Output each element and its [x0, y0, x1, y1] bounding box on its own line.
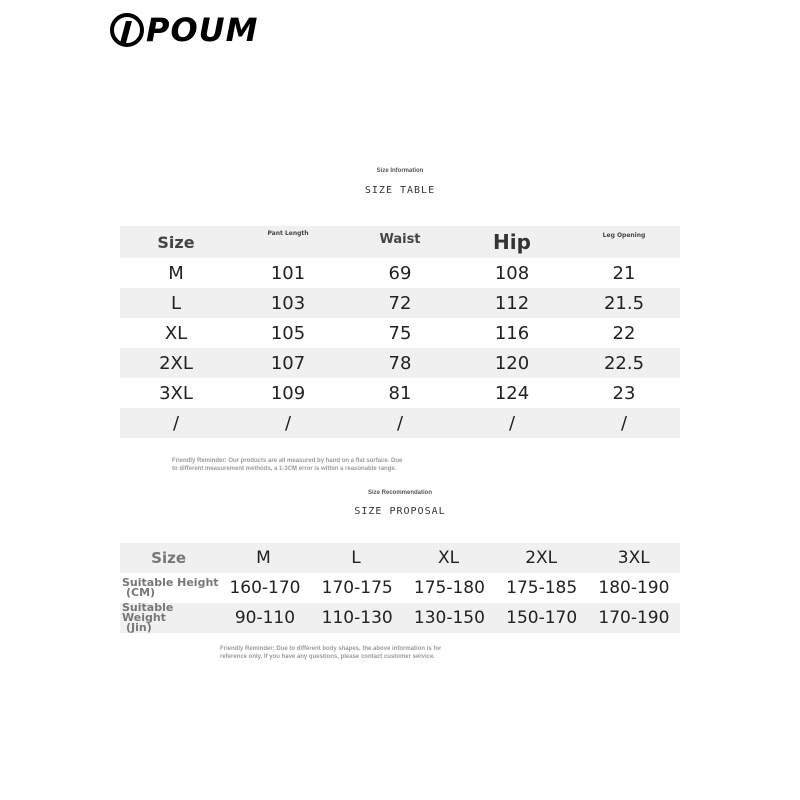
cell-leg-opening: 21.5: [603, 292, 645, 314]
size-proposal-title: SIZE PROPOSAL: [354, 506, 446, 517]
header-size-2xl: 2XL: [525, 548, 558, 568]
cell-size: L: [170, 292, 182, 314]
cell-leg-opening: 21: [612, 262, 636, 284]
table-row: [120, 378, 680, 408]
cell-leg-opening: 23: [612, 382, 636, 404]
cell-hip: 112: [494, 292, 530, 314]
logo-mark-icon: [110, 13, 144, 47]
cell-weight: 110-130: [321, 608, 393, 628]
cell-waist: 78: [388, 352, 412, 374]
cell-height: 170-175: [321, 578, 393, 598]
cell-pant-length: 109: [270, 382, 306, 404]
size-proposal-note-line1: Friendly Reminder: Due to different body shapes, the above information is for: [220, 646, 442, 652]
cell-size: XL: [164, 322, 188, 344]
brand-logo: [110, 10, 258, 50]
header-leg-opening: Leg Opening: [602, 232, 646, 239]
row-label-weight-line1: Suitable Weight: [122, 601, 174, 624]
table-row: [120, 258, 680, 288]
row-label-weight: [120, 603, 219, 633]
cell-hip: /: [508, 412, 516, 434]
size-table-header-row: [120, 226, 680, 258]
cell-hip: 116: [494, 322, 530, 344]
cell-size: M: [168, 262, 184, 284]
table-row: [120, 348, 680, 378]
header-size-xl: XL: [438, 548, 460, 568]
cell-hip: 108: [494, 262, 530, 284]
header-size-3xl: 3XL: [617, 548, 650, 568]
size-proposal-note-line2: reference only. If you have any questions, please contact customer service.: [220, 654, 435, 660]
size-table-note-line1: Friendly Reminder: Our products are all measured by hand on a flat surface. Due: [172, 458, 403, 464]
size-table-title: SIZE TABLE: [364, 185, 436, 196]
cell-height: 160-170: [229, 578, 301, 598]
table-row: [120, 318, 680, 348]
table-row: [120, 288, 680, 318]
cell-size: 2XL: [159, 352, 193, 374]
cell-height: 175-185: [506, 578, 578, 598]
header-size: Size: [151, 549, 187, 567]
row-label-height-line2: (CM): [126, 586, 156, 599]
cell-waist: 69: [388, 262, 412, 284]
cell-size: /: [172, 412, 180, 434]
cell-pant-length: /: [284, 412, 292, 434]
cell-pant-length: 103: [270, 292, 306, 314]
header-size: Size: [157, 232, 195, 252]
size-table-note-line2: to different measurement methods, a 1-3CM error is within a reasonable range.: [172, 466, 397, 472]
cell-weight: 150-170: [506, 608, 578, 628]
table-row: [120, 573, 680, 603]
cell-leg-opening: 22.5: [603, 352, 645, 374]
cell-weight: 90-110: [234, 608, 296, 628]
table-row: [120, 603, 680, 633]
cell-weight: 130-150: [413, 608, 485, 628]
header-size-l: L: [351, 548, 361, 568]
cell-weight: 170-190: [598, 608, 670, 628]
cell-waist: 81: [388, 382, 412, 404]
row-label-height-line1: Suitable Height: [122, 576, 219, 589]
cell-leg-opening: /: [620, 412, 628, 434]
header-pant-length: Pant Length: [267, 230, 309, 237]
cell-hip: 120: [494, 352, 530, 374]
header-size-m: M: [256, 548, 271, 568]
header-waist: Waist: [379, 232, 421, 247]
cell-hip: 124: [494, 382, 530, 404]
size-recommendation-caption: Size Recommendation: [367, 490, 432, 496]
size-proposal-note: [220, 645, 441, 661]
size-proposal-table: [120, 543, 680, 633]
size-info-caption: Size Information: [376, 168, 424, 174]
cell-leg-opening: 22: [612, 322, 636, 344]
cell-waist: 72: [388, 292, 412, 314]
cell-size: 3XL: [159, 382, 193, 404]
row-label-height: [120, 578, 219, 598]
cell-pant-length: 101: [270, 262, 306, 284]
cell-waist: /: [396, 412, 404, 434]
cell-pant-length: 107: [270, 352, 306, 374]
size-table-note: [172, 457, 402, 473]
cell-height: 175-180: [413, 578, 485, 598]
size-table: [120, 226, 680, 438]
cell-pant-length: 105: [270, 322, 306, 344]
cell-waist: 75: [388, 322, 412, 344]
table-row: [120, 408, 680, 438]
row-label-weight-line2: (Jin): [126, 621, 152, 634]
logo-text: POUM: [146, 11, 259, 49]
size-proposal-header-row: [120, 543, 680, 573]
header-hip: Hip: [493, 230, 531, 254]
cell-height: 180-190: [598, 578, 670, 598]
